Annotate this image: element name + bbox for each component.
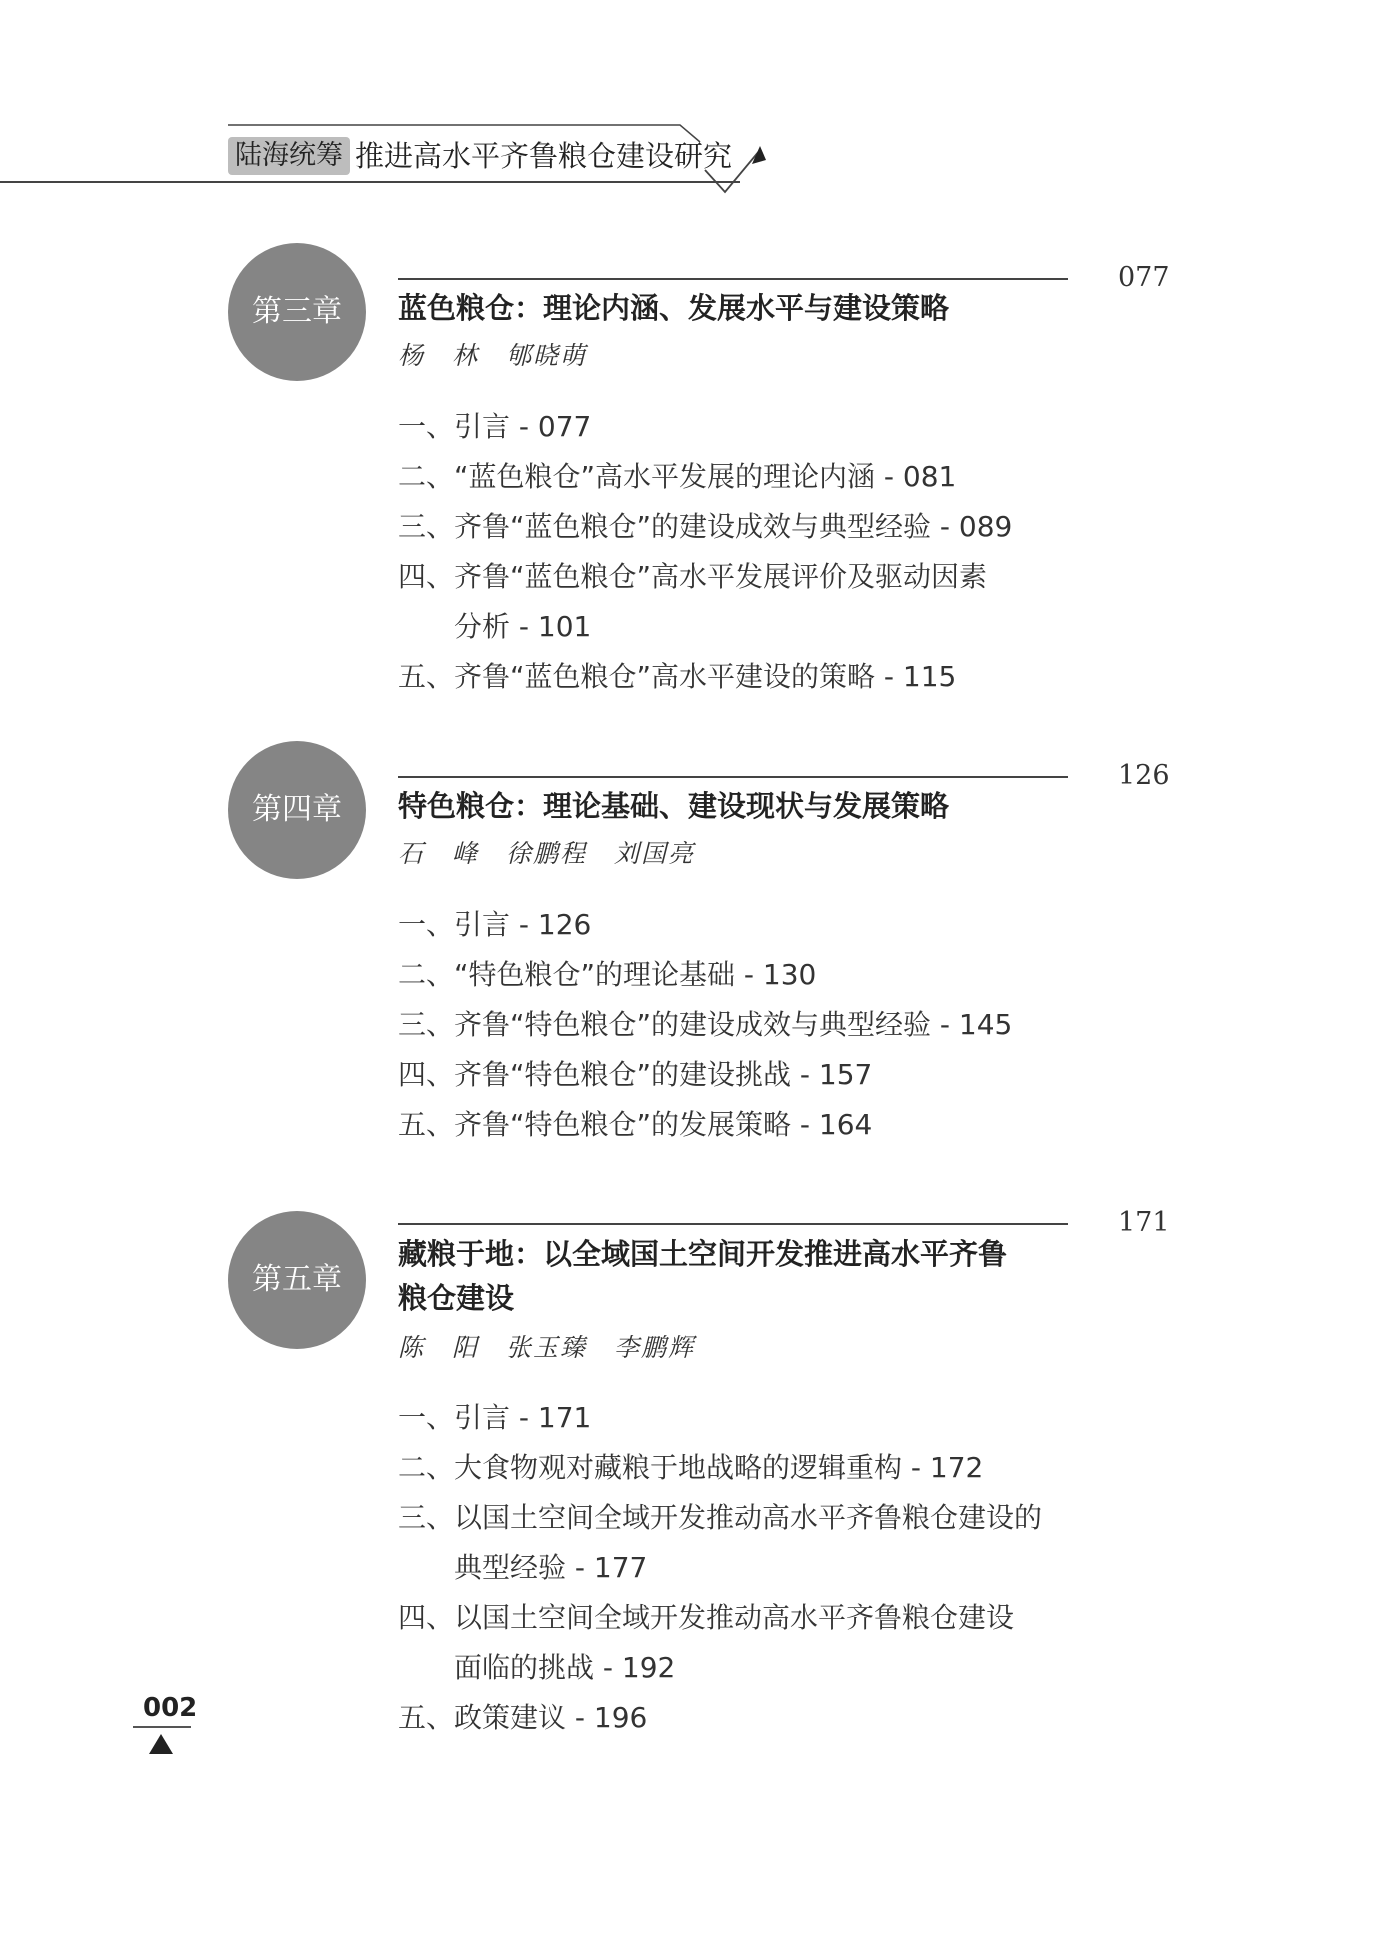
- page-header: [0, 0, 1385, 210]
- section-item[interactable]: 五、齐鲁“蓝色粮仓”高水平建设的策略 - 115: [398, 660, 957, 693]
- chapter-label: 第三章: [228, 243, 366, 381]
- chapter-label: 第五章: [228, 1211, 366, 1349]
- chapter-rule: [398, 278, 1068, 280]
- section-item[interactable]: 二、“蓝色粮仓”高水平发展的理论内涵 - 081: [398, 460, 957, 493]
- section-item[interactable]: 五、齐鲁“特色粮仓”的发展策略 - 164: [398, 1108, 873, 1141]
- series-name: 陆海统筹: [228, 137, 350, 175]
- chapter-authors: 陈 阳 张玉臻 李鹏辉: [398, 1333, 696, 1362]
- chapter-start-page: 077: [1118, 262, 1170, 293]
- chapter-rule: [398, 1223, 1068, 1225]
- section-item[interactable]: 二、“特色粮仓”的理论基础 - 130: [398, 958, 817, 991]
- section-list: [398, 402, 1118, 702]
- section-item[interactable]: 一、引言 - 171: [398, 1401, 592, 1434]
- section-item[interactable]: 三、齐鲁“蓝色粮仓”的建设成效与典型经验 - 089: [398, 510, 1013, 543]
- chapter-title: [398, 1232, 1078, 1320]
- page-number-rule: [133, 1726, 191, 1728]
- header-decoration: [0, 0, 1385, 210]
- triangle-icon: [149, 1734, 173, 1754]
- chapter-title-line: 特色粮仓：理论基础、建设现状与发展策略: [398, 789, 950, 823]
- chapter-title: [398, 286, 1078, 330]
- chapter-title-line: 蓝色粮仓：理论内涵、发展水平与建设策略: [398, 291, 950, 325]
- chapter-start-page: 126: [1118, 760, 1170, 791]
- section-item[interactable]: 四、齐鲁“蓝色粮仓”高水平发展评价及驱动因素 分析 - 101: [398, 560, 988, 643]
- section-item[interactable]: 二、大食物观对藏粮于地战略的逻辑重构 - 172: [398, 1451, 984, 1484]
- section-item[interactable]: 一、引言 - 126: [398, 908, 592, 941]
- chapter-title-line: 粮仓建设: [398, 1281, 515, 1315]
- section-item[interactable]: 四、以国土空间全域开发推动高水平齐鲁粮仓建设 面临的挑战 - 192: [398, 1601, 1015, 1684]
- section-item[interactable]: 三、以国土空间全域开发推动高水平齐鲁粮仓建设的 典型经验 - 177: [398, 1501, 1043, 1584]
- section-item[interactable]: 四、齐鲁“特色粮仓”的建设挑战 - 157: [398, 1058, 873, 1091]
- chapter-title-line: 藏粮于地：以全域国土空间开发推进高水平齐鲁: [398, 1237, 1008, 1271]
- chapter-rule: [398, 776, 1068, 778]
- chapter-title: [398, 784, 1078, 828]
- section-list: [398, 900, 1118, 1150]
- chapter-authors: 杨 林 郇晓萌: [398, 341, 588, 370]
- chapter-label: 第四章: [228, 741, 366, 879]
- section-list: [398, 1393, 1118, 1743]
- chapter-start-page: 171: [1118, 1207, 1170, 1238]
- page-number: 002: [143, 1693, 198, 1723]
- section-item[interactable]: 三、齐鲁“特色粮仓”的建设成效与典型经验 - 145: [398, 1008, 1013, 1041]
- section-item[interactable]: 一、引言 - 077: [398, 410, 592, 443]
- section-item[interactable]: 五、政策建议 - 196: [398, 1701, 648, 1734]
- book-title: 推进高水平齐鲁粮仓建设研究: [355, 139, 733, 173]
- chapter-authors: 石 峰 徐鹏程 刘国亮: [398, 839, 696, 868]
